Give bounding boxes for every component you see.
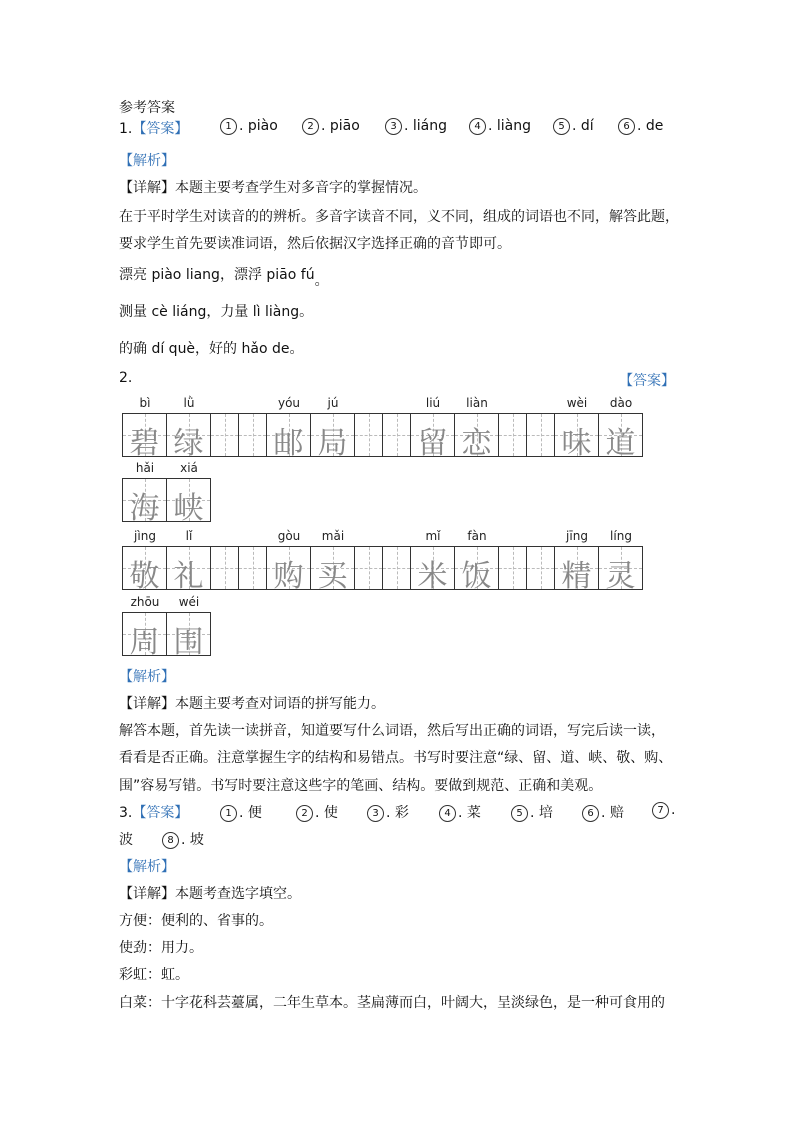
hanzi: 周 bbox=[129, 625, 160, 660]
q1-option-5: 5 . dí bbox=[553, 118, 594, 135]
q3-detail: 【详解】本题考查选字填空。 bbox=[119, 886, 301, 902]
q3-option-7-wrap: 波 bbox=[119, 832, 133, 848]
q3-def-2: 使劲：用力。 bbox=[119, 940, 203, 956]
pinyin: mǐ bbox=[425, 529, 441, 543]
pinyin: mǎi bbox=[321, 529, 345, 543]
char-cell bbox=[123, 479, 167, 526]
pinyin: líng bbox=[610, 529, 632, 543]
grid-row bbox=[122, 478, 211, 526]
q1-option-2: 2 . piāo bbox=[302, 118, 360, 135]
q2-detail: 【详解】本题主要考查对词语的拼写能力。 bbox=[119, 696, 385, 712]
q1-option-3: 3 . liáng bbox=[385, 118, 447, 135]
pinyin: hǎi bbox=[135, 461, 155, 475]
q3-line: 3.【答案】 bbox=[119, 805, 189, 821]
hanzi: 海 bbox=[129, 491, 160, 526]
hanzi: 味 bbox=[561, 426, 592, 461]
pinyin: lǐ bbox=[185, 529, 193, 543]
q1-option-4: 4 . liàng bbox=[469, 118, 531, 135]
q2-answer-tag: 【答案】 bbox=[619, 373, 675, 389]
q3-option-7: 7 . bbox=[652, 802, 675, 819]
hanzi: 邮 bbox=[273, 426, 304, 461]
blank-cell bbox=[239, 414, 267, 456]
q1-analysis-tag: 【解析】 bbox=[119, 153, 175, 169]
q3-option-8: 8 . 坡 bbox=[162, 829, 204, 849]
hanzi: 留 bbox=[417, 426, 448, 461]
q1-answer-tag: 【答案】 bbox=[132, 121, 189, 137]
q1-example-1: 漂亮 piào liang，漂浮 piāo fú。 bbox=[119, 267, 329, 289]
q2-para3: 围”容易写错。书写时要注意这些字的笔画、结构。要做到规范、正确和美观。 bbox=[119, 778, 603, 794]
grid-row bbox=[122, 413, 643, 461]
pinyin: dào bbox=[609, 396, 633, 410]
blank-cell bbox=[355, 547, 383, 589]
hanzi: 精 bbox=[561, 559, 592, 594]
blank-cell bbox=[383, 547, 411, 589]
hanzi: 购 bbox=[273, 559, 304, 594]
hanzi: 饭 bbox=[461, 559, 492, 594]
pinyin: jú bbox=[327, 396, 339, 410]
q3-option-3: 3 . 彩 bbox=[367, 802, 409, 822]
blank-cell bbox=[355, 414, 383, 456]
pinyin: liàn bbox=[466, 396, 488, 410]
char-cell bbox=[167, 479, 211, 526]
hanzi: 礼 bbox=[173, 559, 204, 594]
char-cell bbox=[267, 547, 311, 594]
pinyin: yóu bbox=[277, 396, 301, 410]
q3-option-1: 1 . 便 bbox=[220, 802, 262, 822]
q1-example-3: 的确 dí què，好的 hǎo de。 bbox=[119, 341, 304, 357]
char-cell bbox=[599, 414, 643, 461]
q1-line bbox=[119, 118, 188, 138]
pinyin: wéi bbox=[178, 595, 200, 609]
q3-option-2: 2 . 使 bbox=[296, 802, 338, 822]
char-cell bbox=[167, 414, 211, 461]
q3-analysis-tag: 【解析】 bbox=[119, 859, 175, 875]
pinyin: lǜ bbox=[183, 396, 195, 410]
pinyin: zhōu bbox=[130, 595, 160, 609]
grid-row bbox=[122, 546, 643, 594]
hanzi: 敬 bbox=[129, 559, 160, 594]
blank-cell bbox=[211, 547, 239, 589]
blank-cell bbox=[527, 547, 555, 589]
q1-para1: 在于平时学生对读音的的辨析。多音字读音不同，义不同，组成的词语也不同，解答此题， bbox=[119, 209, 679, 225]
char-cell bbox=[167, 547, 211, 594]
pinyin: liú bbox=[425, 396, 441, 410]
q2-para1: 解答本题，首先读一读拼音，知道要写什么词语，然后写出正确的词语，写完后读一读， bbox=[119, 723, 665, 739]
q3-def-4: 白菜：十字花科芸薹属，二年生草本。茎扁薄而白，叶阔大，呈淡绿色，是一种可食用的 bbox=[119, 995, 665, 1011]
q1-option-6: 6 . de bbox=[618, 118, 663, 135]
pinyin: gòu bbox=[277, 529, 301, 543]
hanzi: 围 bbox=[173, 625, 204, 660]
hanzi: 局 bbox=[317, 426, 348, 461]
char-cell bbox=[311, 547, 355, 594]
q1-para2: 要求学生首先要读准词语，然后依据汉字选择正确的音节即可。 bbox=[119, 236, 511, 252]
blank-cell bbox=[383, 414, 411, 456]
pinyin: jīng bbox=[566, 529, 588, 543]
hanzi: 绿 bbox=[173, 426, 204, 461]
char-cell bbox=[455, 414, 499, 461]
char-cell bbox=[123, 414, 167, 461]
hanzi: 灵 bbox=[605, 559, 636, 594]
grid-row bbox=[122, 612, 211, 660]
hanzi: 米 bbox=[417, 559, 448, 594]
q1-example-2: 测量 cè liáng，力量 lì liàng。 bbox=[119, 304, 314, 320]
char-cell bbox=[123, 547, 167, 594]
hanzi: 道 bbox=[605, 426, 636, 461]
page-header: 参考答案 bbox=[119, 100, 175, 116]
blank-cell bbox=[239, 547, 267, 589]
blank-cell bbox=[499, 547, 527, 589]
blank-cell bbox=[211, 414, 239, 456]
pinyin: fàn bbox=[467, 529, 487, 543]
q1-option-1: 1 . piào bbox=[220, 118, 278, 135]
q3-option-6: 6 . 赔 bbox=[582, 802, 624, 822]
pinyin: jìng bbox=[134, 529, 156, 543]
char-cell bbox=[411, 414, 455, 461]
q2-para2: 看看是否正确。注意掌握生字的结构和易错点。书写时要注意“绿、留、道、峡、敬、购、 bbox=[119, 750, 673, 766]
char-cell bbox=[167, 613, 211, 660]
pinyin: xiá bbox=[180, 461, 198, 475]
q2-analysis-tag: 【解析】 bbox=[119, 669, 175, 685]
hanzi: 买 bbox=[317, 559, 348, 594]
hanzi: 恋 bbox=[461, 426, 492, 461]
hanzi: 碧 bbox=[129, 426, 160, 461]
q3-answer-tag: 【答案】 bbox=[132, 805, 189, 821]
char-cell bbox=[123, 613, 167, 660]
char-cell bbox=[311, 414, 355, 461]
hanzi: 峡 bbox=[173, 491, 204, 526]
blank-cell bbox=[527, 414, 555, 456]
char-cell bbox=[455, 547, 499, 594]
char-cell bbox=[555, 414, 599, 461]
pinyin: wèi bbox=[566, 396, 588, 410]
q3-def-1: 方便：便利的、省事的。 bbox=[119, 913, 273, 929]
char-cell bbox=[555, 547, 599, 594]
char-cell bbox=[267, 414, 311, 461]
q3-option-5: 5 . 培 bbox=[511, 802, 553, 822]
char-cell bbox=[411, 547, 455, 594]
q3-def-3: 彩虹：虹。 bbox=[119, 967, 189, 983]
pinyin: bì bbox=[139, 396, 151, 410]
q1-number: 1. bbox=[119, 121, 133, 137]
q2-number: 2. bbox=[119, 370, 133, 386]
q3-option-4: 4 . 菜 bbox=[439, 802, 481, 822]
char-cell bbox=[599, 547, 643, 594]
q1-detail: 【详解】本题主要考查学生对多音字的掌握情况。 bbox=[119, 180, 427, 196]
blank-cell bbox=[499, 414, 527, 456]
